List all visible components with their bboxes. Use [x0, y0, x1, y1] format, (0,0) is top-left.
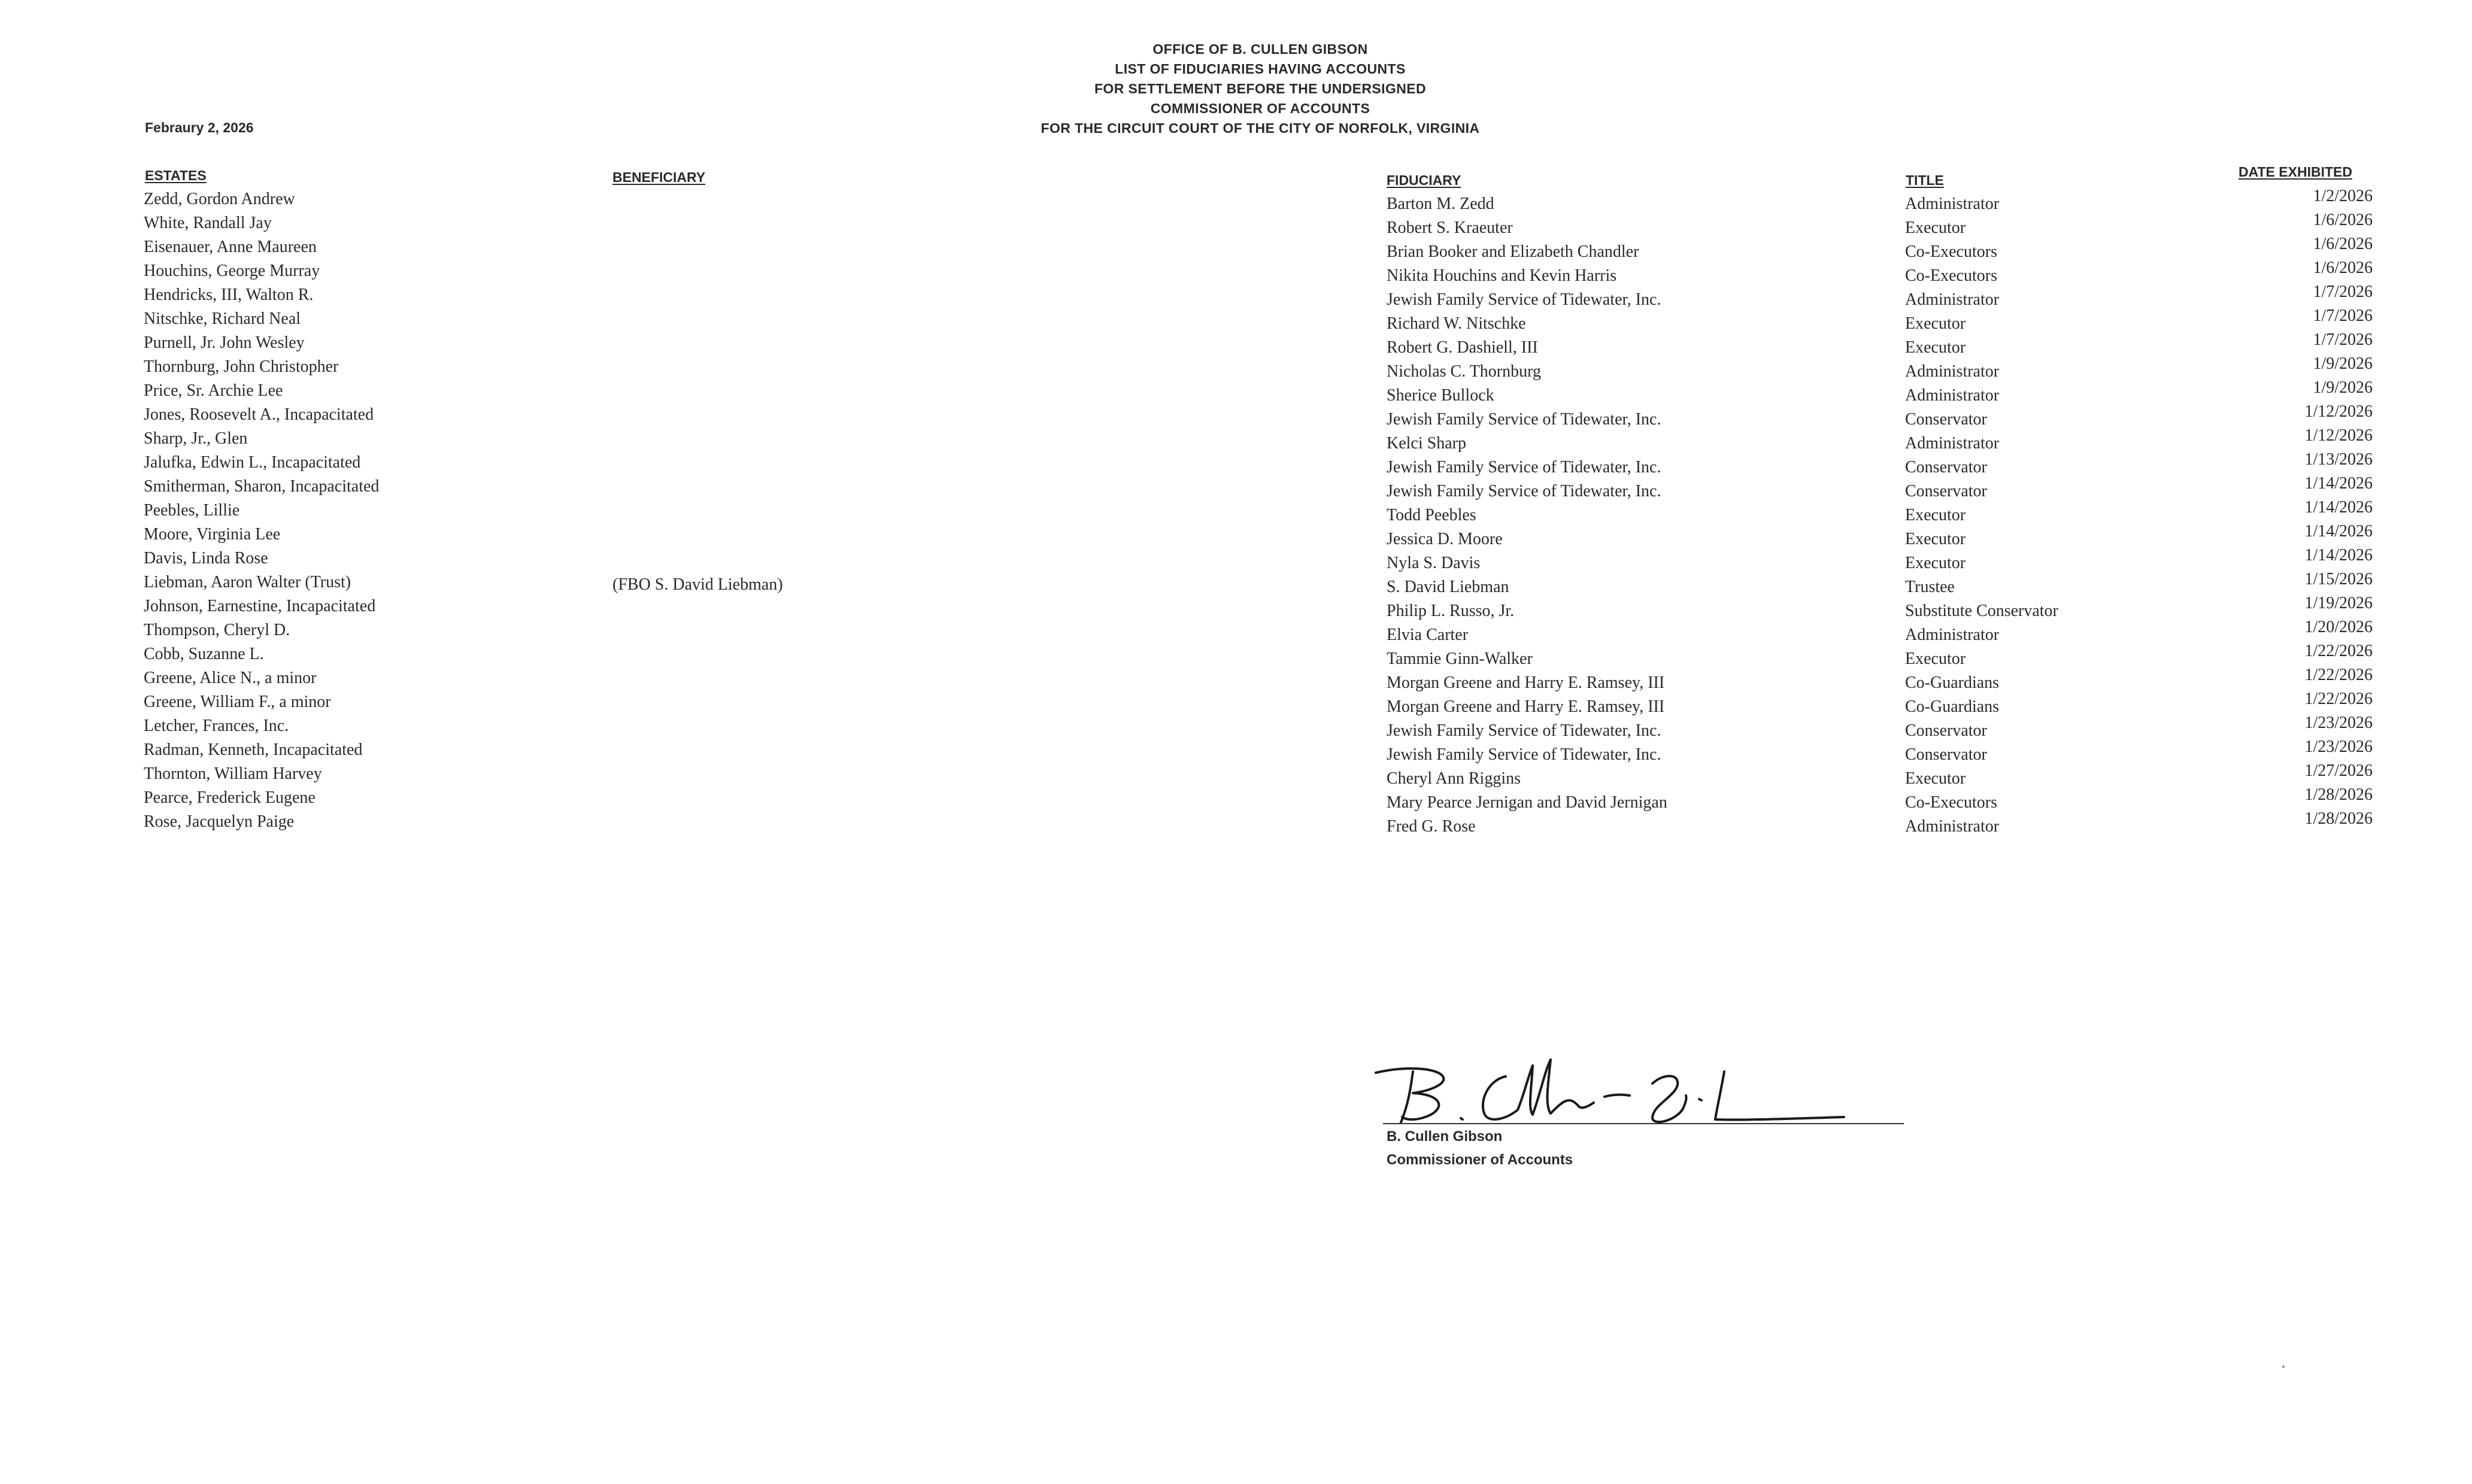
date-exhibited-cell: 1/13/2026	[2304, 450, 2373, 469]
title-cell: Executor	[1905, 218, 1966, 237]
estate-cell: Johnson, Earnestine, Incapacitated	[144, 597, 376, 615]
date-exhibited-cell: 1/14/2026	[2304, 474, 2373, 493]
fiduciary-cell: S. David Liebman	[1387, 578, 1509, 596]
date-exhibited-cell: 1/12/2026	[2304, 402, 2373, 421]
date-exhibited-cell: 1/23/2026	[2304, 714, 2373, 732]
date-exhibited-cell: 1/14/2026	[2304, 498, 2373, 517]
fiduciary-cell: Elvia Carter	[1387, 626, 1469, 644]
title-cell: Administrator	[1905, 386, 2000, 405]
column-header-date-exhibited: DATE EXHIBITED	[2239, 164, 2352, 180]
title-cell: Trustee	[1905, 578, 1955, 596]
estate-cell: Thornburg, John Christopher	[144, 357, 339, 376]
title-cell: Conservator	[1905, 482, 1987, 500]
estate-cell: Purnell, Jr. John Wesley	[144, 333, 305, 352]
header-line-commissioner: COMMISSIONER OF ACCOUNTS	[1150, 101, 1370, 116]
fiduciary-cell: Morgan Greene and Harry E. Ramsey, III	[1387, 673, 1665, 692]
date-exhibited-cell: 1/14/2026	[2304, 522, 2373, 541]
beneficiary-column	[612, 573, 783, 597]
date-exhibited-cell: 1/6/2026	[2313, 211, 2373, 229]
column-header-title: TITLE	[1906, 172, 1944, 188]
column-header-estates: ESTATES	[145, 168, 207, 183]
document-header	[778, 40, 1742, 138]
estate-cell: Moore, Virginia Lee	[144, 525, 281, 544]
estate-cell: Liebman, Aaron Walter (Trust)	[144, 573, 351, 591]
estate-cell: Davis, Linda Rose	[144, 549, 268, 567]
fiduciary-cell: Nicholas C. Thornburg	[1387, 362, 1541, 381]
document-date: Febraury 2, 2026	[145, 120, 254, 135]
date-exhibited-cell: 1/7/2026	[2313, 306, 2373, 325]
fiduciary-cell: Jewish Family Service of Tidewater, Inc.	[1387, 410, 1661, 429]
date-exhibited-cell: 1/28/2026	[2304, 785, 2373, 804]
fiduciary-cell: Kelci Sharp	[1387, 434, 1466, 453]
fiduciary-cell: Sherice Bullock	[1387, 386, 1494, 405]
title-cell: Executor	[1905, 338, 1966, 357]
fiduciary-cell: Jewish Family Service of Tidewater, Inc.	[1387, 482, 1661, 500]
date-exhibited-cell: 1/20/2026	[2304, 618, 2373, 636]
fiduciary-column	[1387, 192, 1667, 839]
column-header-beneficiary: BENEFICIARY	[612, 169, 706, 185]
beneficiary-cell: (FBO S. David Liebman)	[612, 575, 783, 594]
title-cell: Co-Executors	[1905, 266, 1997, 285]
fiduciary-cell: Barton M. Zedd	[1387, 195, 1494, 213]
fiduciary-cell: Jewish Family Service of Tidewater, Inc.	[1387, 721, 1661, 740]
date-exhibited-cell: 1/7/2026	[2313, 330, 2373, 349]
date-exhibited-cell: 1/9/2026	[2313, 378, 2373, 397]
fiduciary-cell: Robert S. Kraeuter	[1387, 218, 1513, 237]
estate-cell: Greene, Alice N., a minor	[144, 669, 317, 687]
estate-cell: Rose, Jacquelyn Paige	[144, 812, 295, 831]
date-exhibited-cell: 1/19/2026	[2304, 594, 2373, 612]
title-cell: Conservator	[1905, 410, 1987, 429]
title-cell: Co-Guardians	[1905, 697, 2000, 716]
title-cell: Executor	[1905, 314, 1966, 333]
handwritten-signature	[1371, 1048, 1910, 1131]
date-exhibited-cell: 1/22/2026	[2304, 690, 2373, 708]
header-line-court: FOR THE CIRCUIT COURT OF THE CITY OF NORFOLK, VIRGINIA	[1041, 120, 1480, 136]
date-exhibited-cell: 1/14/2026	[2304, 546, 2373, 565]
fiduciary-cell: Jewish Family Service of Tidewater, Inc.	[1387, 458, 1661, 477]
fiduciary-cell: Morgan Greene and Harry E. Ramsey, III	[1387, 697, 1665, 716]
title-column	[1905, 192, 2058, 839]
column-header-fiduciary: FIDUCIARY	[1387, 172, 1461, 188]
estate-cell: White, Randall Jay	[144, 214, 272, 232]
date-exhibited-cell: 1/22/2026	[2304, 642, 2373, 660]
signatory-title: Commissioner of Accounts	[1387, 1152, 1573, 1168]
title-cell: Executor	[1905, 554, 1966, 572]
fiduciary-cell: Nyla S. Davis	[1387, 554, 1481, 572]
date-exhibited-cell: 1/7/2026	[2313, 283, 2373, 301]
estate-cell: Cobb, Suzanne L.	[144, 645, 264, 663]
title-cell: Administrator	[1905, 434, 2000, 453]
date-exhibited-cell: 1/15/2026	[2304, 570, 2373, 588]
date-exhibited-cell: 1/28/2026	[2304, 809, 2373, 828]
estate-cell: Peebles, Lillie	[144, 501, 240, 520]
estate-cell: Thompson, Cheryl D.	[144, 621, 290, 639]
title-cell: Administrator	[1905, 290, 2000, 309]
estate-cell: Jalufka, Edwin L., Incapacitated	[144, 453, 361, 472]
date-exhibited-cell: 1/23/2026	[2304, 738, 2373, 756]
header-line-office: OFFICE OF B. CULLEN GIBSON	[1152, 41, 1368, 57]
estate-cell: Eisenauer, Anne Maureen	[144, 238, 317, 256]
title-cell: Conservator	[1905, 458, 1987, 477]
fiduciary-cell: Cheryl Ann Riggins	[1387, 769, 1521, 788]
title-cell: Executor	[1905, 769, 1966, 788]
estate-cell: Greene, William F., a minor	[144, 693, 331, 711]
title-cell: Substitute Conservator	[1905, 602, 2058, 620]
estates-column	[144, 187, 379, 834]
title-cell: Executor	[1905, 650, 1966, 668]
title-cell: Administrator	[1905, 362, 2000, 381]
estate-cell: Price, Sr. Archie Lee	[144, 381, 283, 400]
title-cell: Conservator	[1905, 745, 1987, 764]
estate-cell: Zedd, Gordon Andrew	[144, 190, 295, 208]
fiduciary-cell: Mary Pearce Jernigan and David Jernigan	[1387, 793, 1667, 812]
estate-cell: Radman, Kenneth, Incapacitated	[144, 741, 363, 759]
date-exhibited-cell: 1/12/2026	[2304, 426, 2373, 445]
signatory-name: B. Cullen Gibson	[1387, 1128, 1503, 1145]
estate-cell: Pearce, Frederick Eugene	[144, 788, 316, 807]
date-exhibited-column	[2203, 184, 2373, 831]
date-exhibited-cell: 1/6/2026	[2313, 235, 2373, 253]
title-cell: Administrator	[1905, 626, 2000, 644]
estate-cell: Houchins, George Murray	[144, 262, 320, 280]
fiduciary-cell: Brian Booker and Elizabeth Chandler	[1387, 242, 1639, 261]
date-exhibited-cell: 1/22/2026	[2304, 666, 2373, 684]
title-cell: Co-Guardians	[1905, 673, 2000, 692]
title-cell: Administrator	[1905, 195, 2000, 213]
fiduciary-cell: Tammie Ginn-Walker	[1387, 650, 1533, 668]
title-cell: Conservator	[1905, 721, 1987, 740]
date-exhibited-cell: 1/6/2026	[2313, 259, 2373, 277]
date-exhibited-cell: 1/27/2026	[2304, 761, 2373, 780]
fiduciary-cell: Philip L. Russo, Jr.	[1387, 602, 1515, 620]
fiduciary-cell: Nikita Houchins and Kevin Harris	[1387, 266, 1617, 285]
signature-line	[1383, 1123, 1904, 1124]
estate-cell: Letcher, Frances, Inc.	[144, 717, 289, 735]
scan-speck	[2282, 1365, 2285, 1368]
date-exhibited-cell: 1/2/2026	[2313, 187, 2373, 205]
estate-cell: Hendricks, III, Walton R.	[144, 286, 314, 304]
title-cell: Co-Executors	[1905, 242, 1997, 261]
title-cell: Administrator	[1905, 817, 2000, 836]
fiduciary-cell: Jessica D. Moore	[1387, 530, 1503, 548]
estate-cell: Smitherman, Sharon, Incapacitated	[144, 477, 380, 496]
estate-cell: Nitschke, Richard Neal	[144, 309, 301, 328]
fiduciary-cell: Jewish Family Service of Tidewater, Inc.	[1387, 290, 1661, 309]
header-line-list: LIST OF FIDUCIARIES HAVING ACCOUNTS	[1115, 61, 1406, 77]
title-cell: Co-Executors	[1905, 793, 1997, 812]
signature-block	[1371, 1048, 1910, 1131]
fiduciary-cell: Robert G. Dashiell, III	[1387, 338, 1538, 357]
date-exhibited-cell: 1/9/2026	[2313, 354, 2373, 373]
fiduciary-cell: Fred G. Rose	[1387, 817, 1476, 836]
fiduciary-cell: Todd Peebles	[1387, 506, 1476, 524]
header-line-settlement: FOR SETTLEMENT BEFORE THE UNDERSIGNED	[1094, 81, 1427, 96]
title-cell: Executor	[1905, 506, 1966, 524]
estate-cell: Sharp, Jr., Glen	[144, 429, 248, 448]
estate-cell: Jones, Roosevelt A., Incapacitated	[144, 405, 374, 424]
fiduciary-cell: Jewish Family Service of Tidewater, Inc.	[1387, 745, 1661, 764]
estate-cell: Thornton, William Harvey	[144, 764, 322, 783]
title-cell: Executor	[1905, 530, 1966, 548]
fiduciary-cell: Richard W. Nitschke	[1387, 314, 1526, 333]
